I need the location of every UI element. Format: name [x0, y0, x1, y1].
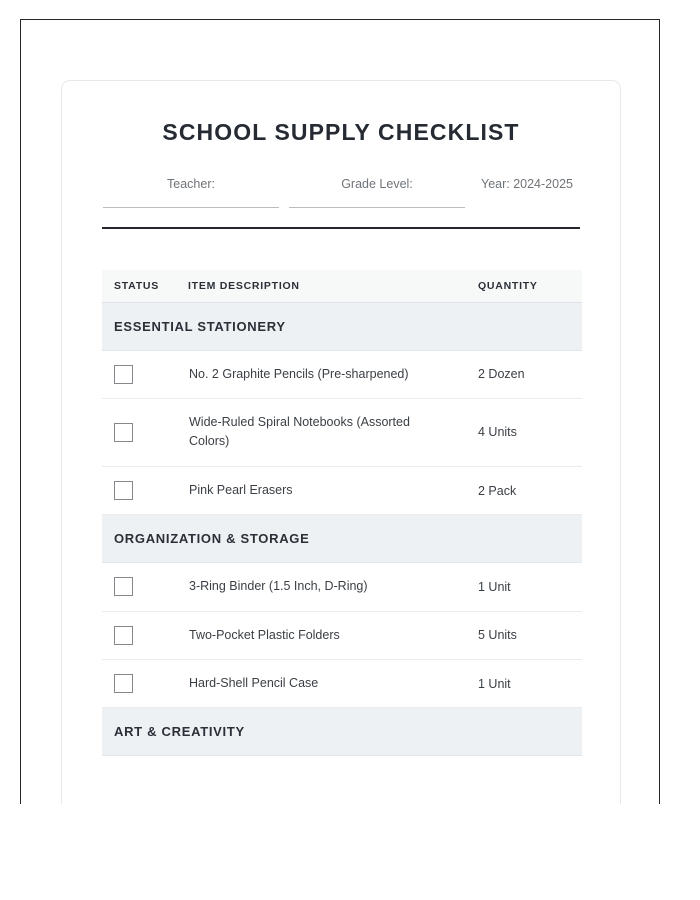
- meta-field-year-label: Year: 2024-2025: [481, 176, 573, 191]
- meta-field-teacher-label: Teacher:: [167, 176, 215, 191]
- cell-item-description: Wide-Ruled Spiral Notebooks (Assorted Colors): [188, 399, 468, 467]
- cell-quantity: 2 Pack: [468, 466, 582, 514]
- section-header-row: [102, 515, 582, 563]
- page-frame: [20, 19, 660, 804]
- cell-status: [102, 659, 188, 707]
- cell-status: [102, 350, 188, 398]
- column-header-quantity: QUANTITY: [468, 270, 582, 303]
- meta-field-year: [475, 173, 579, 196]
- supply-checklist-table: [102, 270, 582, 757]
- cell-item-description: 3-Ring Binder (1.5 Inch, D-Ring): [188, 563, 468, 611]
- cell-quantity: 2 Dozen: [468, 350, 582, 398]
- cell-quantity: 1 Unit: [468, 659, 582, 707]
- document-card: [61, 80, 621, 804]
- meta-field-grade-level: [289, 173, 465, 208]
- meta-field-grade-level-label: Grade Level:: [341, 176, 413, 191]
- table-header-row: [102, 270, 582, 303]
- document-body: [62, 81, 620, 756]
- table-row: [102, 466, 582, 514]
- item-checkbox[interactable]: [114, 674, 133, 693]
- table-row: [102, 611, 582, 659]
- table-row: [102, 350, 582, 398]
- section-header-row: [102, 708, 582, 756]
- cell-status: [102, 466, 188, 514]
- item-checkbox[interactable]: [114, 626, 133, 645]
- cell-item-description: Hard-Shell Pencil Case: [188, 659, 468, 707]
- table-row: [102, 563, 582, 611]
- table-row: [102, 659, 582, 707]
- section-heading-art-creativity: ART & CREATIVITY: [102, 708, 582, 756]
- item-checkbox[interactable]: [114, 577, 133, 596]
- cell-quantity: 5 Units: [468, 611, 582, 659]
- meta-fields: [102, 173, 580, 208]
- section-heading-organization-storage: ORGANIZATION & STORAGE: [102, 515, 582, 563]
- section-header-row: [102, 302, 582, 350]
- cell-item-description: Pink Pearl Erasers: [188, 466, 468, 514]
- page-title: SCHOOL SUPPLY CHECKLIST: [162, 119, 520, 145]
- cell-status: [102, 563, 188, 611]
- item-checkbox[interactable]: [114, 423, 133, 442]
- cell-quantity: 1 Unit: [468, 563, 582, 611]
- section-heading-essential-stationery: ESSENTIAL STATIONERY: [102, 302, 582, 350]
- meta-field-grade-level-input[interactable]: [289, 207, 465, 208]
- item-checkbox[interactable]: [114, 365, 133, 384]
- meta-field-teacher-input[interactable]: [103, 207, 279, 208]
- cell-item-description: No. 2 Graphite Pencils (Pre-sharpened): [188, 350, 468, 398]
- cell-quantity: 4 Units: [468, 399, 582, 467]
- header-divider: [102, 227, 580, 229]
- cell-item-description: Two-Pocket Plastic Folders: [188, 611, 468, 659]
- cell-status: [102, 399, 188, 467]
- cell-status: [102, 611, 188, 659]
- item-checkbox[interactable]: [114, 481, 133, 500]
- meta-field-teacher: [103, 173, 279, 208]
- table-row: [102, 399, 582, 467]
- column-header-status: STATUS: [102, 270, 188, 303]
- column-header-item-description: ITEM DESCRIPTION: [188, 270, 468, 303]
